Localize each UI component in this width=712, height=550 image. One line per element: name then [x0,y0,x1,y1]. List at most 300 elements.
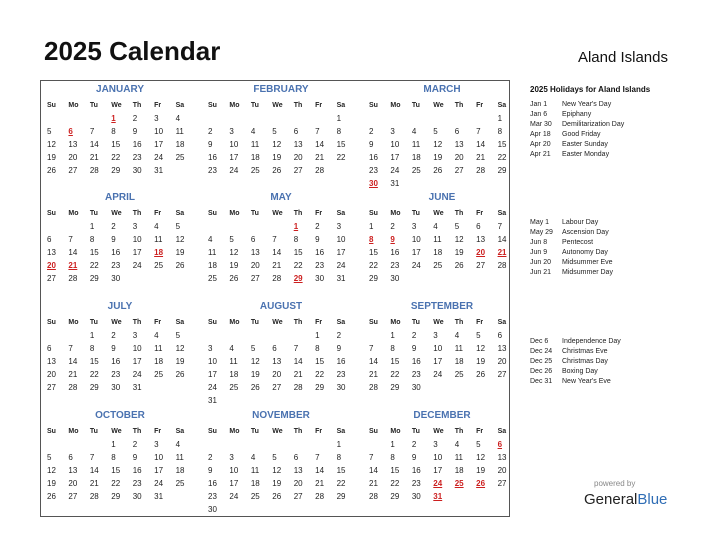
day-cell: 30 [411,383,421,392]
day-cell: 14 [68,248,78,257]
holiday-day-cell: 25 [454,479,464,488]
day-cell: 11 [454,453,464,462]
holiday-row [530,377,621,387]
day-cell: 17 [154,140,164,149]
day-cell: 17 [390,153,400,162]
day-cell: 2 [411,440,417,449]
holiday-name: Boxing Day [562,368,598,375]
day-cell: 20 [293,153,303,162]
holiday-row [530,347,621,357]
day-cell: 13 [272,357,282,366]
month-name: OCTOBER [95,410,145,421]
empty-day-cell [367,438,388,451]
holiday-date: Dec 26 [530,368,553,375]
holiday-day-cell: 1 [111,114,116,123]
day-cell: 23 [111,370,121,379]
day-cell: 22 [111,153,121,162]
day-cell: 8 [315,344,320,353]
day-cell: 9 [315,235,320,244]
day-cell: 16 [208,479,217,488]
day-cell: 22 [336,479,346,488]
day-cell: 31 [390,179,400,188]
day-cell: 1 [89,222,95,231]
weekday-header: Sa [175,319,185,326]
day-cell: 18 [154,357,164,366]
holiday-date: Apr 21 [530,151,551,158]
day-cell: 20 [47,370,56,379]
day-cell: 28 [68,274,78,283]
day-cell: 25 [208,274,217,283]
day-cell: 24 [229,492,239,501]
empty-day-cell [227,220,248,233]
day-cell: 18 [454,466,464,475]
day-cell: 16 [411,357,421,366]
day-cell: 10 [390,140,400,149]
holiday-name: Good Friday [562,131,601,138]
day-cell: 30 [132,166,142,175]
weekday-header: Fr [315,102,323,109]
day-cell: 27 [293,492,303,501]
empty-day-cell [88,438,109,451]
holiday-day-cell: 18 [154,248,164,257]
day-cell: 2 [336,331,342,340]
day-cell: 13 [293,466,303,475]
day-cell: 8 [390,453,395,462]
holiday-row [530,150,624,160]
day-cell: 9 [111,344,116,353]
holiday-day-cell: 30 [369,179,378,188]
day-cell: 16 [336,357,346,366]
day-cell: 11 [154,235,163,244]
day-cell: 3 [229,453,234,462]
month-september [367,300,517,394]
holiday-row [530,100,624,110]
holiday-day-cell: 26 [476,479,486,488]
day-cell: 25 [250,166,260,175]
weekday-header: Su [369,428,378,435]
empty-day-cell [227,329,248,342]
day-cell: 29 [89,274,99,283]
day-cell: 18 [250,479,260,488]
powered-by-label: powered by [594,479,636,488]
brand-general: General [584,491,638,508]
day-cell: 28 [497,261,507,270]
day-cell: 6 [497,331,503,340]
day-cell: 14 [369,466,378,475]
day-cell: 27 [454,166,464,175]
empty-day-cell [367,329,388,342]
empty-day-cell [45,112,66,125]
day-cell: 2 [132,440,138,449]
day-cell: 19 [272,479,282,488]
weekday-header: Su [47,102,56,109]
weekday-header: Mo [390,428,401,435]
day-cell: 24 [154,153,164,162]
weekday-header: Tu [411,210,420,217]
holiday-date: Dec 25 [530,358,553,365]
day-cell: 7 [369,344,374,353]
month-name: MAY [270,192,292,203]
weekday-header: Su [208,102,217,109]
weekday-header: Th [454,428,464,435]
day-cell: 14 [272,248,282,257]
empty-day-cell [88,112,109,125]
day-cell: 7 [315,127,320,136]
empty-day-cell [270,329,291,342]
day-cell: 18 [250,153,260,162]
weekday-header: Mo [390,210,401,217]
day-cell: 11 [175,453,184,462]
day-cell: 21 [315,153,325,162]
empty-day-cell [45,220,66,233]
day-cell: 11 [175,127,184,136]
weekday-header: Mo [229,102,240,109]
day-cell: 5 [250,344,256,353]
weekday-header: We [272,102,283,109]
day-cell: 10 [132,235,142,244]
day-cell: 13 [476,235,486,244]
day-cell: 30 [411,492,421,501]
day-cell: 18 [454,357,464,366]
day-cell: 2 [315,222,320,231]
day-cell: 14 [476,140,486,149]
weekday-header: Th [293,319,303,326]
day-cell: 28 [369,383,378,392]
month-may [206,191,356,285]
weekday-header: Tu [89,210,98,217]
holiday-row [530,268,613,278]
weekday-header: We [433,102,444,109]
day-cell: 6 [293,127,299,136]
day-cell: 15 [111,466,121,475]
day-cell: 15 [390,357,400,366]
day-cell: 30 [315,274,325,283]
day-cell: 6 [250,235,256,244]
day-cell: 22 [497,153,507,162]
day-cell: 30 [390,274,400,283]
month-december [367,409,517,503]
weekday-header: Tu [250,210,259,217]
holiday-day-cell: 6 [497,440,503,449]
day-cell: 19 [250,370,260,379]
weekday-header: Fr [154,210,162,217]
weekday-header: We [272,319,283,326]
day-cell: 13 [68,466,78,475]
day-cell: 10 [433,453,443,462]
holiday-day-cell: 20 [476,248,486,257]
day-cell: 31 [154,492,164,501]
day-cell: 11 [411,140,421,149]
day-cell: 9 [111,235,116,244]
day-cell: 5 [454,222,460,231]
empty-day-cell [66,220,87,233]
day-cell: 16 [208,153,217,162]
day-cell: 24 [208,383,217,392]
weekday-header: Mo [390,102,401,109]
holiday-row [530,228,613,238]
weekday-header: Su [369,102,378,109]
weekday-header: Fr [476,210,484,217]
day-cell: 2 [411,331,417,340]
day-cell: 4 [175,114,181,123]
day-cell: 26 [272,492,282,501]
empty-day-cell [474,112,495,125]
holiday-date: Dec 6 [530,338,549,345]
day-cell: 4 [250,453,256,462]
holiday-name: Easter Monday [562,151,610,158]
day-cell: 31 [154,166,164,175]
weekday-header: Mo [68,102,79,109]
holiday-row [530,130,624,140]
holiday-date: Jun 8 [530,239,548,246]
holiday-date: Apr 18 [530,131,551,138]
day-cell: 12 [175,344,185,353]
day-cell: 1 [336,440,342,449]
holiday-list [530,100,624,160]
day-cell: 10 [229,140,239,149]
day-cell: 21 [89,153,99,162]
day-cell: 22 [89,261,99,270]
day-cell: 31 [336,274,346,283]
holiday-row [530,357,621,367]
day-cell: 26 [47,166,56,175]
day-cell: 11 [154,344,163,353]
day-cell: 18 [175,140,185,149]
day-cell: 1 [315,331,320,340]
day-cell: 5 [433,127,438,136]
weekday-header: Fr [154,428,162,435]
day-cell: 14 [315,466,325,475]
day-cell: 20 [497,357,507,366]
empty-day-cell [270,112,291,125]
holiday-row [530,238,613,248]
day-cell: 30 [208,505,217,514]
weekday-header: Th [293,102,303,109]
day-cell: 4 [454,331,460,340]
holiday-name: New Year's Day [562,101,612,108]
month-name: FEBRUARY [253,84,309,95]
holiday-name: Epiphany [562,111,592,118]
day-cell: 29 [111,166,121,175]
day-cell: 2 [111,331,116,340]
holiday-day-cell: 20 [47,261,56,270]
day-cell: 29 [369,274,378,283]
day-cell: 18 [208,261,217,270]
day-cell: 20 [250,261,260,270]
day-cell: 22 [390,370,400,379]
month-name: MARCH [423,84,461,95]
month-name: AUGUST [259,301,303,312]
day-cell: 24 [433,370,443,379]
day-cell: 9 [411,344,417,353]
day-cell: 5 [476,331,481,340]
day-cell: 23 [132,153,142,162]
weekday-header: Sa [336,210,346,217]
holiday-date: Dec 24 [530,348,553,355]
day-cell: 14 [293,357,303,366]
weekday-header: Sa [497,319,507,326]
month-day-grid [367,317,517,394]
day-cell: 16 [315,248,325,257]
weekday-header: We [111,102,122,109]
weekday-header: Th [132,428,142,435]
month-day-grid [45,317,195,394]
day-cell: 25 [154,370,164,379]
holiday-list [530,337,621,387]
day-cell: 9 [369,140,374,149]
day-cell: 27 [250,274,260,283]
day-cell: 4 [250,127,256,136]
day-cell: 1 [369,222,374,231]
day-cell: 27 [497,370,507,379]
month-name: APRIL [105,192,135,203]
day-cell: 21 [315,479,325,488]
generalblue-logo [584,491,667,508]
day-cell: 21 [272,261,282,270]
holiday-day-cell: 8 [369,235,374,244]
holiday-day-cell: 9 [390,235,395,244]
holiday-row [530,120,624,130]
empty-day-cell [292,329,313,342]
day-cell: 23 [315,261,325,270]
month-day-grid [367,426,517,503]
day-cell: 15 [369,248,378,257]
day-cell: 27 [476,261,486,270]
holiday-name: Christmas Day [562,358,608,365]
day-cell: 15 [390,466,400,475]
day-cell: 2 [132,114,138,123]
holiday-row [530,248,613,258]
day-cell: 23 [369,166,378,175]
day-cell: 22 [293,261,303,270]
day-cell: 28 [68,383,78,392]
day-cell: 7 [293,344,299,353]
empty-day-cell [410,112,431,125]
weekday-header: We [272,210,283,217]
day-cell: 3 [433,440,438,449]
day-cell: 6 [454,127,460,136]
holiday-name: Demilitarization Day [562,121,625,128]
day-cell: 23 [111,261,121,270]
day-cell: 31 [132,383,142,392]
day-cell: 25 [175,479,185,488]
month-july [45,300,195,394]
day-cell: 3 [336,222,342,231]
day-cell: 28 [315,492,325,501]
day-cell: 11 [433,235,442,244]
weekday-header: Mo [68,428,79,435]
holiday-date: Dec 31 [530,378,553,385]
day-cell: 6 [272,344,277,353]
day-cell: 30 [111,383,121,392]
weekday-header: Fr [315,210,323,217]
day-cell: 6 [47,235,52,244]
weekday-header: Th [132,319,142,326]
day-cell: 28 [476,166,486,175]
day-cell: 17 [229,153,239,162]
day-cell: 17 [411,248,421,257]
month-day-grid [45,100,195,177]
holiday-date: May 1 [530,219,550,226]
day-cell: 21 [369,370,378,379]
holiday-row [530,140,624,150]
day-cell: 26 [250,383,260,392]
day-cell: 21 [369,479,378,488]
month-february [206,83,356,177]
empty-day-cell [313,438,334,451]
day-cell: 24 [132,261,142,270]
empty-day-cell [292,112,313,125]
day-cell: 31 [208,396,217,405]
day-cell: 17 [208,370,217,379]
empty-day-cell [453,112,474,125]
day-cell: 9 [208,466,213,475]
day-cell: 13 [293,140,303,149]
day-cell: 16 [411,466,421,475]
day-cell: 19 [229,261,239,270]
day-cell: 27 [272,383,282,392]
day-cell: 26 [229,274,239,283]
day-cell: 14 [369,357,378,366]
weekday-header: Fr [154,102,162,109]
holiday-date: Jan 6 [530,111,548,118]
holiday-date: Apr 20 [530,141,551,148]
month-name: JUNE [428,192,456,203]
day-cell: 25 [175,153,185,162]
empty-day-cell [206,438,227,451]
day-cell: 2 [390,222,395,231]
weekday-header: Fr [154,319,162,326]
month-day-grid [367,100,517,190]
day-cell: 22 [111,479,121,488]
empty-day-cell [270,438,291,451]
day-cell: 30 [111,274,121,283]
day-cell: 12 [476,344,486,353]
day-cell: 4 [411,127,417,136]
holiday-date: Jun 21 [530,269,552,276]
day-cell: 8 [89,235,95,244]
day-cell: 12 [433,140,443,149]
day-cell: 8 [111,453,116,462]
day-cell: 14 [497,235,507,244]
weekday-header: Tu [89,102,98,109]
day-cell: 28 [293,383,303,392]
day-cell: 10 [411,235,421,244]
weekday-header: We [433,210,444,217]
weekday-header: Su [369,319,378,326]
month-day-grid [45,426,195,503]
weekday-header: Mo [390,319,401,326]
weekday-header: Su [47,319,56,326]
empty-day-cell [66,329,87,342]
day-cell: 21 [293,370,303,379]
weekday-header: We [272,428,283,435]
empty-day-cell [45,438,66,451]
day-cell: 10 [208,357,217,366]
holiday-day-cell: 31 [433,492,443,501]
day-cell: 11 [454,344,464,353]
holiday-name: Ascension Day [562,229,609,236]
day-cell: 19 [454,248,464,257]
day-cell: 17 [132,248,142,257]
day-cell: 28 [315,166,325,175]
day-cell: 6 [47,344,52,353]
day-cell: 14 [89,140,99,149]
holiday-date: Jun 20 [530,259,552,266]
weekday-header: Sa [175,102,185,109]
day-cell: 28 [89,492,99,501]
weekday-header: Th [132,210,142,217]
